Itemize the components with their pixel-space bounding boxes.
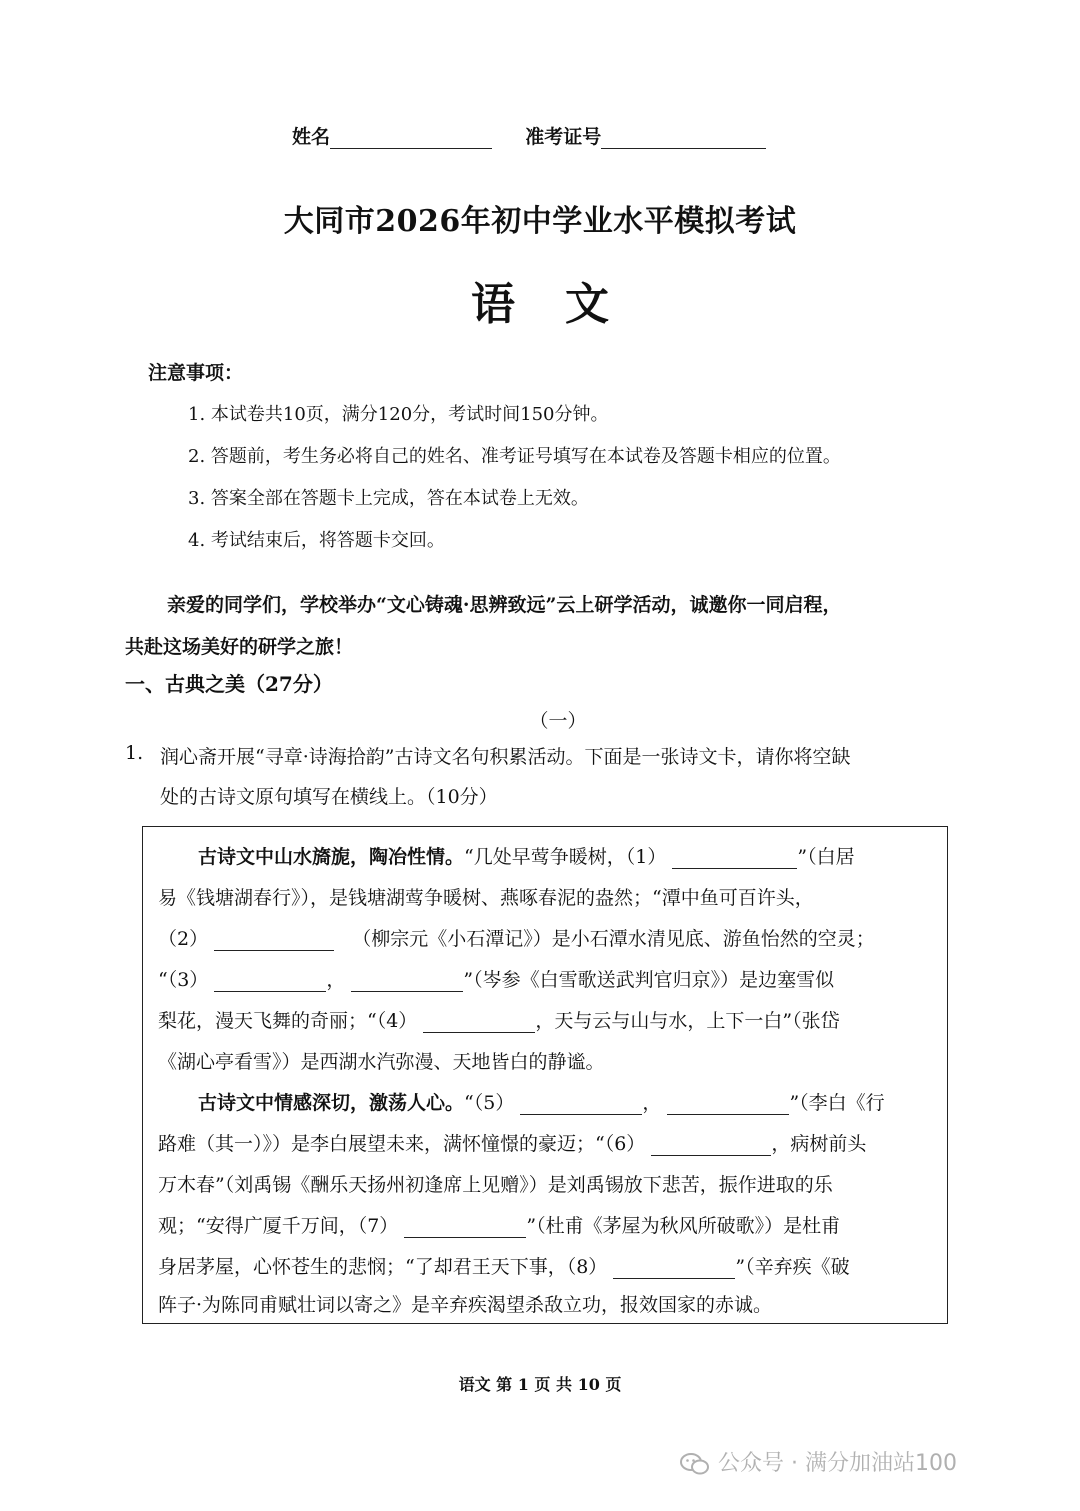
answer-blank-4[interactable] (423, 1012, 535, 1033)
question-text: 处的古诗文原句填写在横线上。（10分） (160, 786, 498, 808)
card-line: “（3） ， ”（岑参《白雪歌送武判官归京》）是边塞雪似 (158, 969, 835, 991)
answer-blank-8[interactable] (613, 1258, 735, 1279)
intro-line: 共赴这场美好的研学之旅！ (125, 636, 354, 658)
answer-blank-6[interactable] (651, 1135, 771, 1156)
exam-id-label: 准考证号 (525, 126, 602, 148)
section-title: 一、古典之美（27分） (125, 672, 333, 696)
answer-blank-3b[interactable] (351, 971, 463, 992)
notice-heading: 注意事项： (148, 362, 244, 384)
notice-item: 2. 答题前，考生务必将自己的姓名、准考证号填写在本试卷及答题卡相应的位置。 (188, 446, 841, 467)
question-number: 1. (125, 742, 144, 764)
card-line: 万木春”（刘禹锡《酬乐天扬州初逢席上见赠》）是刘禹锡放下悲苦，振作进取的乐 (158, 1174, 833, 1196)
sub-section-title: （一） (529, 710, 587, 732)
name-blank[interactable] (330, 126, 492, 149)
answer-blank-3a[interactable] (214, 971, 326, 992)
card-line: 观；“安得广厦千万间，（7） ”（杜甫《茅屋为秋风所破歌》）是杜甫 (158, 1215, 841, 1237)
notice-item: 1. 本试卷共10页，满分120分，考试时间150分钟。 (188, 404, 609, 425)
card-heading: 古诗文中山水旖旎，陶冶性情。 (198, 846, 465, 868)
card-line: 梨花，漫天飞舞的奇丽；“（4） ，天与云与山与水，上下一白”（张岱 (158, 1010, 840, 1032)
intro-paragraph (125, 584, 955, 668)
card-line: （2） （柳宗元《小石潭记》）是小石潭水清见底、游鱼怡然的空灵； (158, 928, 875, 950)
notice-item: 3. 答案全部在答题卡上完成，答在本试卷上无效。 (188, 488, 589, 509)
answer-blank-5a[interactable] (520, 1094, 642, 1115)
answer-blank-1[interactable] (672, 848, 797, 869)
card-line: 身居茅屋，心怀苍生的悲悯；“了却君王天下事，（8） ”（辛弃疾《破 (158, 1256, 850, 1278)
wechat-icon (680, 1453, 710, 1475)
watermark (680, 1446, 957, 1477)
notice-item: 4. 考试结束后，将答题卡交回。 (188, 530, 445, 551)
subject-title: 语文 (471, 279, 659, 330)
card-line: 阵子·为陈同甫赋壮词以寄之》是辛弃疾渴望杀敌立功，报效国家的赤诚。 (158, 1294, 773, 1316)
card-line: 古诗文中山水旖旎，陶冶性情。“几处早莺争暖树，（1） ”（白居 (198, 846, 855, 868)
answer-blank-2[interactable] (214, 930, 334, 951)
card-line: 易《钱塘湖春行》），是钱塘湖莺争暖树、燕啄春泥的盎然；“潭中鱼可百许头， (158, 887, 814, 909)
answer-blank-5b[interactable] (667, 1094, 789, 1115)
exam-title: 大同市2026年初中学业水平模拟考试 (283, 204, 797, 239)
card-line: 古诗文中情感深切，激荡人心。“（5） ， ”（李白《行 (198, 1092, 885, 1114)
name-label: 姓名 (292, 126, 331, 148)
watermark-text: 公众号 · 满分加油站100 (718, 1451, 957, 1476)
exam-id-blank[interactable] (601, 126, 766, 149)
page-footer: 语文 第 1 页 共 10 页 (458, 1375, 622, 1394)
card-line: 路难（其一）》）是李白展望未来，满怀憧憬的豪迈；“（6） ，病树前头 (158, 1133, 867, 1155)
card-line: 《湖心亭看雪》）是西湖水汽弥漫、天地皆白的静谧。 (158, 1051, 605, 1073)
intro-line: 亲爱的同学们，学校举办“文心铸魂·思辨致远”云上研学活动，诚邀你一同启程， (167, 594, 842, 616)
question-text: 润心斋开展“寻章·诗海拾韵”古诗文名句积累活动。下面是一张诗文卡，请你将空缺 (160, 746, 851, 768)
candidate-info-line (292, 122, 766, 149)
answer-blank-7[interactable] (404, 1217, 526, 1238)
card-heading: 古诗文中情感深切，激荡人心。 (198, 1092, 465, 1114)
